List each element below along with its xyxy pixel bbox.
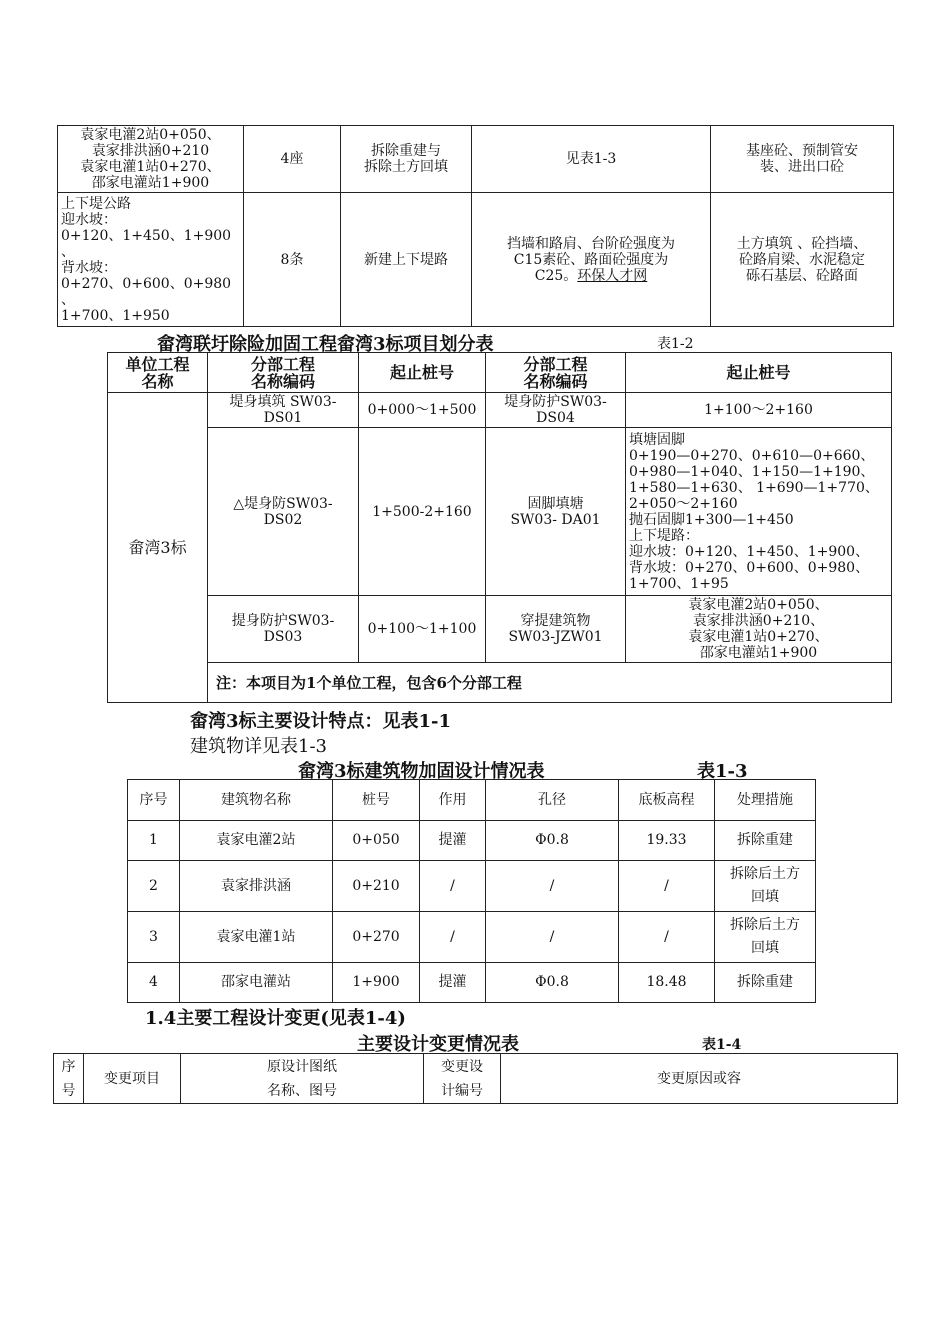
table-cell: 1 — [128, 821, 180, 861]
cell-design — [472, 193, 711, 327]
table-row — [128, 861, 816, 912]
table-cell: 袁家排洪涵 — [180, 861, 333, 912]
table-cell: 0+050 — [333, 821, 420, 861]
header-cell: 作用 — [420, 780, 486, 821]
table-row — [128, 912, 816, 963]
header-cell: 变更项目 — [84, 1054, 181, 1104]
table-cell: 填塘固脚 0+190—0+270、0+610—0+660、 0+980—1+040、1+150—1+190、 1+580—1+630、 1+690—1+770、 2+050～2+160 抛石固脚1+300—1+450 上下堤路： 迎水坡：0+120、1+450、1+900、 背水坡：0+270、0+600、0+980、 1+700、1+95 — [626, 428, 892, 596]
table-cell: △堤身防SW03- DS02 — [208, 428, 359, 596]
table-cell: / — [420, 861, 486, 912]
section-heading: 1.4主要工程设计变更(见表1-4) — [145, 1008, 406, 1029]
table-cell: / — [486, 912, 619, 963]
header-cell: 分部工程 名称编码 — [486, 353, 626, 393]
table-cell: 19.33 — [619, 821, 715, 861]
table-cell: 1+500-2+160 — [359, 428, 486, 596]
table-cell: 堤身防护SW03- DS04 — [486, 393, 626, 428]
table-cell: 提灌 — [420, 821, 486, 861]
table-cell: 堤身填筑 SW03- DS01 — [208, 393, 359, 428]
table-cell: 1+900 — [333, 963, 420, 1003]
cell-type: 新建上下堤路 — [341, 193, 472, 327]
cell-location: 上下堤公路 迎水坡： 0+120、1+450、1+900 、 背水坡： 0+270、0+600、0+980 、 1+700、1+950 — [58, 193, 244, 327]
cell-content: 土方填筑 、砼挡墙、 砼路肩梁、水泥稳定 砾石基层、砼路面 — [711, 193, 894, 327]
table-cell: 邵家电灌站 — [180, 963, 333, 1003]
table-1-4-label: 表1-4 — [702, 1037, 742, 1053]
table-cell: 0+100～1+100 — [359, 596, 486, 663]
header-cell: 底板高程 — [619, 780, 715, 821]
unit-name-cell: 畲湾3标 — [108, 393, 208, 703]
table-header-row — [108, 353, 892, 393]
table-cell: / — [619, 912, 715, 963]
header-cell: 桩号 — [333, 780, 420, 821]
table-cell: 固脚填塘 SW03- DA01 — [486, 428, 626, 596]
header-cell: 孔径 — [486, 780, 619, 821]
table-cell: 袁家电灌2站0+050、 袁家排洪涵0+210、 袁家电灌1站0+270、 邵家电灌站1+900 — [626, 596, 892, 663]
table-cell: Φ0.8 — [486, 821, 619, 861]
header-cell: 建筑物名称 — [180, 780, 333, 821]
header-cell: 起止桩号 — [626, 353, 892, 393]
table-1-4-title: 主要设计变更情况表 — [357, 1034, 519, 1055]
table-row — [108, 596, 892, 663]
table-cell: 拆除后土方 回填 — [715, 861, 816, 912]
table-cell: / — [619, 861, 715, 912]
table-cell: / — [486, 861, 619, 912]
table-1-3-label: 表1-3 — [697, 761, 748, 782]
cell-count: 8条 — [244, 193, 341, 327]
table-1-4 — [53, 1053, 898, 1104]
design-text: 挡墙和路肩、台阶砼强度为 C15素砼、路面砼强度为 C25。 — [507, 235, 675, 284]
table-cell: 穿提建筑物 SW03-JZW01 — [486, 596, 626, 663]
table-cell: 0+270 — [333, 912, 420, 963]
header-cell: 处理措施 — [715, 780, 816, 821]
table-cell: 拆除重建 — [715, 821, 816, 861]
table-cell: 袁家电灌1站 — [180, 912, 333, 963]
table-1-2 — [107, 352, 892, 703]
table-cell: 拆除后土方 回填 — [715, 912, 816, 963]
cell-location: 袁家电灌2站0+050、 袁家排洪涵0+210 袁家电灌1站0+270、 邵家电灌站1+900 — [58, 126, 244, 193]
table-1-3 — [127, 779, 816, 1003]
header-cell: 变更原因或容 — [501, 1054, 898, 1104]
table-cell: 拆除重建 — [715, 963, 816, 1003]
table-row — [108, 428, 892, 596]
note-cell: 注：本项目为1个单位工程，包含6个分部工程 — [208, 663, 892, 703]
table-cell: 袁家电灌2站 — [180, 821, 333, 861]
table-cell: 3 — [128, 912, 180, 963]
table-row — [58, 193, 894, 327]
header-cell: 原设计图纸 名称、图号 — [181, 1054, 424, 1104]
header-cell: 单位工程 名称 — [108, 353, 208, 393]
table-header-row — [54, 1054, 898, 1104]
table-row — [128, 821, 816, 861]
watermark-link[interactable]: 环保人才网 — [577, 267, 648, 284]
table-row — [108, 393, 892, 428]
table-row — [128, 963, 816, 1003]
table-cell: 4 — [128, 963, 180, 1003]
header-cell: 序号 — [128, 780, 180, 821]
table-row — [58, 126, 894, 193]
header-cell: 分部工程 名称编码 — [208, 353, 359, 393]
table-cell: 提身防护SW03- DS03 — [208, 596, 359, 663]
table-1-2-title: 畲湾联圩除险加固工程畲湾3标项目划分表 — [157, 334, 494, 355]
cell-design: 见表1-3 — [472, 126, 711, 193]
table-1-2-label: 表1-2 — [657, 336, 694, 352]
table-cell: 0+210 — [333, 861, 420, 912]
table-row — [108, 663, 892, 703]
header-cell: 序 号 — [54, 1054, 84, 1104]
table-cell: 2 — [128, 861, 180, 912]
cell-type: 拆除重建与 拆除土方回填 — [341, 126, 472, 193]
table-top — [57, 125, 894, 327]
para-building-details: 建筑物详见表1-3 — [190, 736, 327, 757]
table-header-row — [128, 780, 816, 821]
table-cell: 0+000～1+500 — [359, 393, 486, 428]
table-cell: / — [420, 912, 486, 963]
cell-content: 基座砼、预制管安 装、进出口砼 — [711, 126, 894, 193]
table-cell: 1+100～2+160 — [626, 393, 892, 428]
para-design-features: 畲湾3标主要设计特点：见表1-1 — [190, 711, 452, 732]
table-cell: 18.48 — [619, 963, 715, 1003]
cell-count: 4座 — [244, 126, 341, 193]
table-cell: 提灌 — [420, 963, 486, 1003]
table-cell: Φ0.8 — [486, 963, 619, 1003]
header-cell: 变更设 计编号 — [424, 1054, 501, 1104]
table-1-3-title: 畲湾3标建筑物加固设计情况表 — [298, 761, 545, 782]
header-cell: 起止桩号 — [359, 353, 486, 393]
